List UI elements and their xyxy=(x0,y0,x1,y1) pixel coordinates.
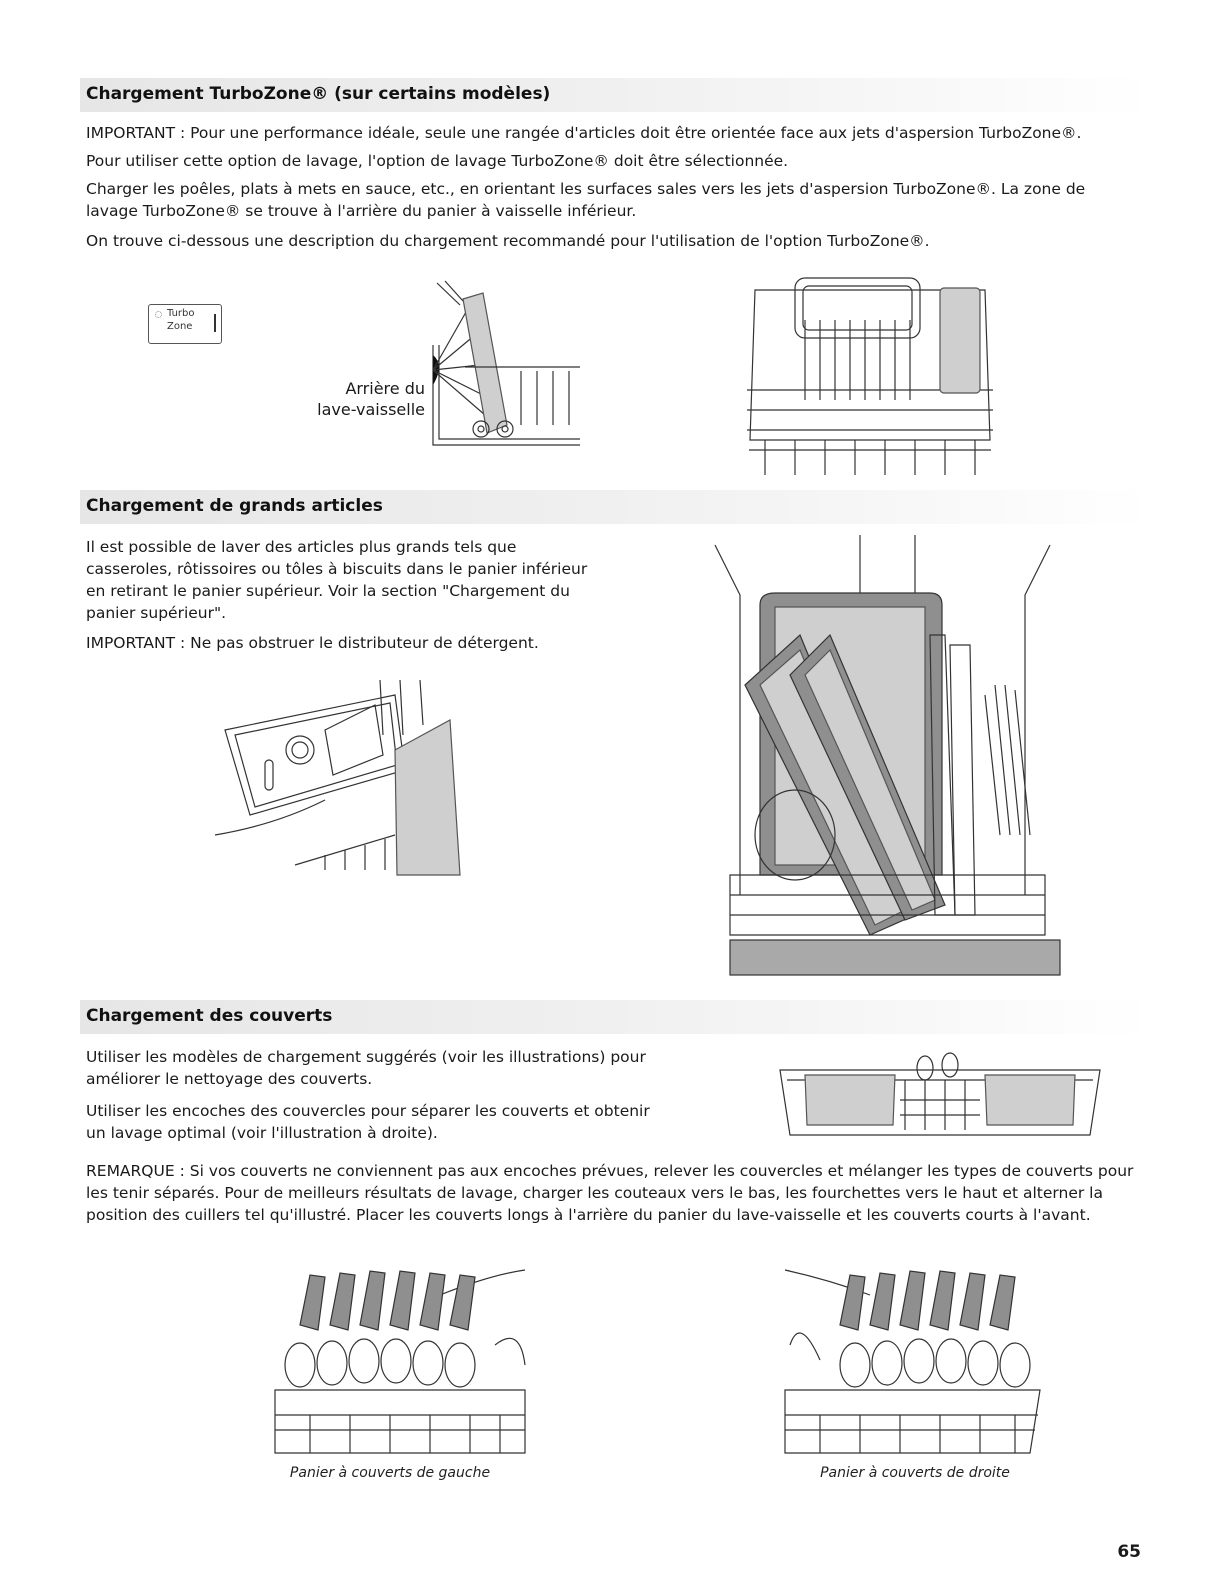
detergent-dispenser-illustration xyxy=(215,675,465,875)
cutlery-paragraph-2: Utiliser les encoches des couvercles pour séparer les couverts et obtenir un lavage optimal (voir l'illustration à droite). xyxy=(86,1102,650,1142)
turbozone-button-illustration xyxy=(148,304,222,344)
section-title-cutlery: Chargement des couverts xyxy=(86,1006,333,1026)
turbozone-paragraph-4: On trouve ci-dessous une description du chargement recommandé pour l'utilisation de l'option TurboZone®. xyxy=(86,232,930,250)
turbozone-paragraph-3: Charger les poêles, plats à mets en sauce, etc., en orientant les surfaces sales vers les jets d'aspersion TurboZone®. La zone de lavage TurboZone® se trouve à l'arrière du panier à vaisselle inférieur. xyxy=(86,180,1086,220)
indicator-light-icon xyxy=(155,311,162,318)
diagram-label-line-2: lave-vaisselle xyxy=(317,400,425,419)
turbozone-paragraph-2: Pour utiliser cette option de lavage, l'option de lavage TurboZone® doit être sélectionnée. xyxy=(86,152,789,170)
cutlery-paragraph-1: Utiliser les modèles de chargement suggérés (voir les illustrations) pour améliorer le nettoyage des couverts. xyxy=(86,1048,646,1088)
section-title-turbozone: Chargement TurboZone® (sur certains modèles) xyxy=(86,84,551,104)
cutlery-basket-illustration xyxy=(775,1050,1105,1145)
right-cutlery-basket-illustration xyxy=(780,1265,1045,1455)
large-items-paragraph-1: Il est possible de laver des articles plus grands tels que casseroles, rôtissoires ou tôles à biscuits dans le panier inférieur en retirant le panier supérieur. Voir la section "Chargement du panier supérieur". xyxy=(86,538,588,622)
cutlery-note: REMARQUE : Si vos couverts ne conviennent pas aux encoches prévues, relever les couvercles et mélanger les types de couverts pour les tenir séparés. Pour de meilleurs résultats de lavage, charger les couteaux vers le bas, les fourchettes vers le haut et alterner la position des cuillers tel qu'illustré. Placer les couverts longs à l'arrière du panier du lave-vaisselle et les couverts courts à l'avant. xyxy=(86,1162,1134,1224)
button-edge xyxy=(214,314,216,332)
page-number: 65 xyxy=(1117,1542,1141,1562)
turbozone-button-label-2: Zone xyxy=(167,321,193,332)
section-title-large-items: Chargement de grands articles xyxy=(86,496,383,516)
large-items-paragraph-2: IMPORTANT : Ne pas obstruer le distributeur de détergent. xyxy=(86,634,539,652)
diagram-label-line-1: Arrière du xyxy=(345,379,425,398)
turbozone-side-diagram xyxy=(425,275,585,455)
diagram-label-back-of-dishwasher xyxy=(300,378,425,420)
turbozone-paragraph-1: IMPORTANT : Pour une performance idéale, seule une rangée d'articles doit être orientée face aux jets d'aspersion TurboZone®. xyxy=(86,124,1082,142)
turbozone-button-label-1: Turbo xyxy=(167,308,195,319)
caption-left-basket: Panier à couverts de gauche xyxy=(289,1465,491,1481)
left-cutlery-basket-illustration xyxy=(270,1265,530,1455)
lower-rack-turbozone-illustration xyxy=(735,270,1005,480)
large-items-rack-illustration xyxy=(700,535,1070,975)
caption-right-basket: Panier à couverts de droite xyxy=(820,1465,1010,1481)
